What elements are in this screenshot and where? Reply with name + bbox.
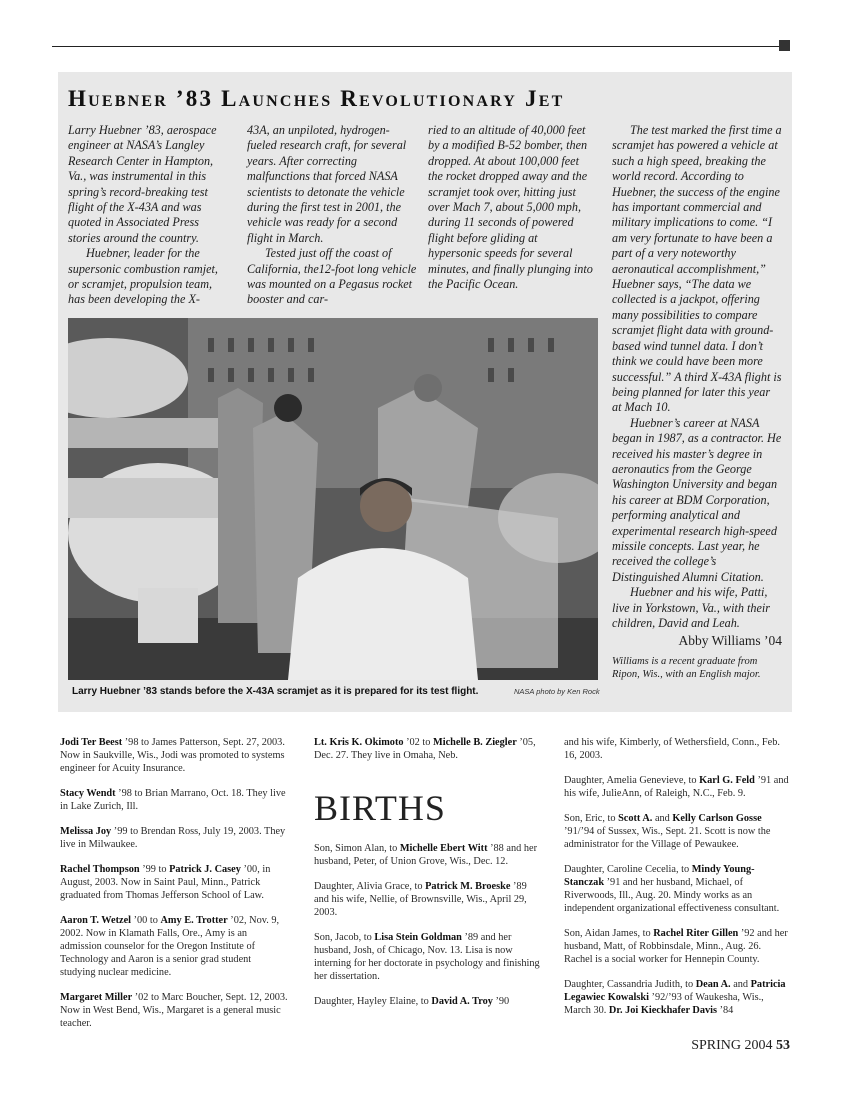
list-item: Daughter, Hayley Elaine, to David A. Troy ’90 [314,996,510,1007]
list-item: Son, Jacob, to Lisa Stein Goldman ’89 and her husband, Josh, of Chicago, Nov. 13. Lisa is now interning for her doctorate in psychology and finishing her dissertation. [314,932,540,982]
page-number: 53 [776,1038,790,1053]
list-item: Daughter, Cassandria Judith, to Dean A. and Patricia Legawiec Kowalski ’92/’93 of Waukesha, Wis., March 30. Dr. Joi Kieckhafer Davis ’84 [564,979,786,1016]
photo-credit: NASA photo by Ken Rock [514,687,600,696]
article-column-1 [68,123,228,308]
article-paragraph: Tested just off the coast of California, the12-foot long vehicle was mounted on a Pegasus rocket booster and car- [247,246,417,307]
article-paragraph: The test marked the first time a scramjet has powered a vehicle at such a high speed, breaking the world record. According to Huebner, the success of the engine has important commercial and military implications to come. “I am very fortunate to have been a part of a very noteworthy aeronautical accomplishment,” Huebner says, “The data we collected is a jackpot, offering many possibilities to compare scramjet flight data with ground-based wind tunnel data. I don’t think we could have been more successful.” A third X-43A flight is being planned for later this year at Mach 10. [612,123,782,415]
article-headline: Huebner ’83 Launches Revolutionary Jet [68,86,565,111]
list-item: Daughter, Amelia Genevieve, to Karl G. Feld ’91 and his wife, JulieAnn, of Raleigh, N.C., Feb. 9. [564,775,789,799]
article-photo [68,318,598,680]
article-column-4 [612,123,782,681]
list-item: Daughter, Alivia Grace, to Patrick M. Broeske ’89 and his wife, Nellie, of Brownsville, Wis., April 29, 2003. [314,881,527,918]
article-paragraph: Huebner, leader for the supersonic combustion ramjet, or scramjet, propulsion team, has been developing the X- [68,246,218,307]
corner-marker [779,40,790,51]
article-column-3 [428,123,593,292]
issue-label: SPRING 2004 [691,1038,773,1053]
article-paragraph: Huebner’s career at NASA began in 1987, as a contractor. He received his master’s degree in aeronautics from the George Washington University and began his career at BDM Corporation, performing analytical and experimental research high-speed missile concepts. Last year, he received the college’s Distinguished Alumni Citation. [612,415,782,584]
photo-caption: Larry Huebner ’83 stands before the X-43A scramjet as it is prepared for its test flight. [72,686,479,697]
list-item: Daughter, Caroline Cecelia, to Mindy Young-Stanczak ’91 and her husband, Michael, of Riverwoods, Ill., Aug. 20. Mindy works as an independent organizational effectiveness consultant. [564,864,780,914]
list-item: Stacy Wendt ’98 to Brian Marrano, Oct. 18. They live in Lake Zurich, Ill. [60,788,286,812]
article-paragraph: Huebner and his wife, Patti, live in Yorkstown, Va., with their children, David and Leah. [612,585,770,630]
article-paragraph: ried to an altitude of 40,000 feet by a modified B-52 bomber, then dropped. At about 100,000 feet the rocket dropped away and the scramjet took over, hitting just over Mach 7, about 5,000 mph, during 11 seconds of powered flight before gliding at hypersonic speeds for several minutes, and finally plunging into the Pacific Ocean. [428,123,593,292]
list-item: Son, Eric, to Scott A. and Kelly Carlson Gosse ’91/’94 of Sussex, Wis., Sept. 21. Scott is now the administrator for the Village of Pewaukee. [564,813,771,850]
list-item: Son, Simon Alan, to Michelle Ebert Witt ’88 and her husband, Peter, of Union Grove, Wis., Dec. 12. [314,843,537,867]
article-paragraph: 43A, an unpiloted, hydrogen-fueled research craft, for several years. After correcting malfunctions that forced NASA scientists to detonate the vehicle during the first test in 2001, the vehicle was ready for a second flight in March. [247,123,407,245]
list-item: Jodi Ter Beest ’98 to James Patterson, Sept. 27, 2003. Now in Saukville, Wis., Jodi was promoted to systems engineer for Acuity Insurance. [60,737,285,774]
article-paragraph: Larry Huebner ’83, aerospace engineer at NASA’s Langley Research Center in Hampton, Va., was instrumental in this spring’s record-breaking test flight of the X-43A and was quoted in Associated Press stories around the country. [68,123,217,245]
page-footer [691,1038,790,1054]
list-item: Son, Aidan James, to Rachel Riter Gillen ’92 and her husband, Matt, of Robbinsdale, Minn., Aug. 26. Rachel is a social worker for Hennepin County. [564,928,788,965]
list-item: Rachel Thompson ’99 to Patrick J. Casey ’00, in August, 2003. Now in Saint Paul, Minn., Patrick graduated from Thomas Jefferson School of Law. [60,864,271,901]
list-item: Lt. Kris K. Okimoto ’02 to Michelle B. Ziegler ’05, Dec. 27. They live in Omaha, Neb. [314,737,536,761]
article-column-2 [247,123,417,308]
list-item: Margaret Miller ’02 to Marc Boucher, Sept. 12, 2003. Now in West Bend, Wis., Margaret is a general music teacher. [60,992,288,1029]
list-item: Aaron T. Wetzel ’00 to Amy E. Trotter ’02, Nov. 9, 2002. Now in Klamath Falls, Ore., Amy is an admission counselor for the Oregon Institute of Technology and Aaron is a senior grad student studying nuclear medicine. [60,915,280,978]
list-item: Melissa Joy ’99 to Brendan Ross, July 19, 2003. They live in Milwaukee. [60,826,286,850]
list-item: and his wife, Kimberly, of Wethersfield, Conn., Feb. 16, 2003. [564,737,780,761]
photo-illustration [68,318,598,680]
births-heading: BIRTHS [314,788,446,828]
top-rule [52,46,780,47]
marriages-births-column-2 [314,736,542,1020]
author-signature: Abby Williams ’04 [678,633,782,649]
author-bio: Williams is a recent graduate from Ripon, Wis., with an English major. [612,655,761,680]
births-column-3 [564,736,792,1029]
marriages-column-1 [60,736,288,1042]
